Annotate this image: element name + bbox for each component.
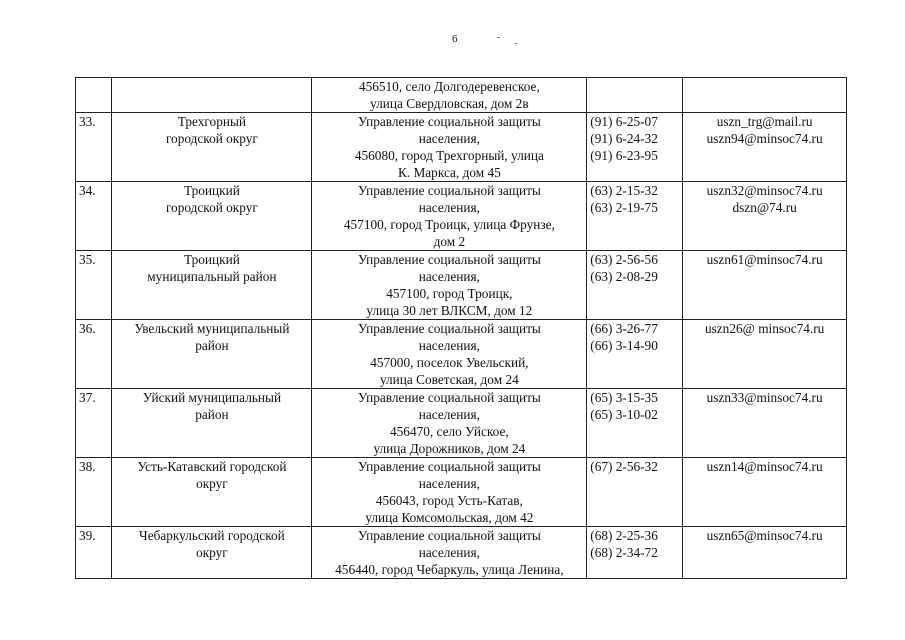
address-cell (312, 320, 587, 389)
row-number: 33. (79, 114, 96, 129)
address-line: улица 30 лет ВЛКСМ, дом 12 (366, 303, 533, 318)
email-address: uszn61@minsoc74.ru (706, 252, 823, 267)
table-row (76, 78, 847, 113)
address-line: 456080, город Трехгорный, улица (354, 148, 544, 163)
district-name-cell (112, 113, 312, 182)
phone-number: (63) 2-08-29 (590, 269, 658, 284)
email-address: uszn33@minsoc74.ru (706, 390, 823, 405)
district-name-line: Уйский муниципальный (142, 390, 282, 405)
email-address: uszn94@minsoc74.ru (706, 131, 823, 146)
address-line: 456470, село Уйское, (390, 424, 509, 439)
address-cell (312, 251, 587, 320)
address-cell (312, 389, 587, 458)
table-row (76, 389, 847, 458)
email-cell (683, 458, 847, 527)
address-line: улица Советская, дом 24 (379, 372, 519, 387)
address-line: Управление социальной защиты (357, 459, 541, 474)
district-name-line: Троицкий (183, 252, 240, 267)
district-name-line: район (195, 407, 229, 422)
phone-number: (63) 2-19-75 (590, 200, 658, 215)
address-line: населения, (418, 269, 480, 284)
table-row (76, 113, 847, 182)
table-row (76, 251, 847, 320)
district-name-cell (112, 320, 312, 389)
email-address: dszn@74.ru (732, 200, 797, 215)
email-address: uszn_trg@mail.ru (716, 114, 813, 129)
address-line: Управление социальной защиты (357, 183, 541, 198)
address-line: населения, (418, 545, 480, 560)
row-number: 36. (79, 321, 96, 336)
row-number: 39. (79, 528, 96, 543)
phone-number: (91) 6-24-32 (590, 131, 658, 146)
district-name-line: округ (196, 476, 228, 491)
address-line: Управление социальной защиты (357, 321, 541, 336)
address-line: населения, (418, 338, 480, 353)
district-name-line: городской округ (165, 200, 258, 215)
address-line: дом 2 (433, 234, 466, 249)
scan-speck (497, 37, 500, 38)
row-number: 37. (79, 390, 96, 405)
district-name-cell (112, 527, 312, 579)
phone-number: (68) 2-25-36 (590, 528, 658, 543)
address-line: Управление социальной защиты (357, 528, 541, 543)
district-name-line: муниципальный район (147, 269, 277, 284)
row-number: 34. (79, 183, 96, 198)
table-row (76, 182, 847, 251)
row-number-cell (76, 389, 112, 458)
district-name-line: округ (196, 545, 228, 560)
email-cell (683, 527, 847, 579)
row-number-cell (76, 113, 112, 182)
table-row (76, 527, 847, 579)
district-name-cell (112, 458, 312, 527)
district-name-cell (112, 78, 312, 113)
phone-cell (587, 320, 683, 389)
address-cell (312, 527, 587, 579)
district-name-line: городской округ (165, 131, 258, 146)
address-line: 456510, село Долгодеревенское, (358, 79, 540, 94)
table-row (76, 458, 847, 527)
address-line: 457100, город Троицк, (386, 286, 513, 301)
email-cell (683, 182, 847, 251)
social-protection-directory-table (75, 77, 847, 579)
email-cell (683, 320, 847, 389)
district-name-line: район (195, 338, 229, 353)
email-cell (683, 78, 847, 113)
email-address: uszn14@minsoc74.ru (706, 459, 823, 474)
district-name-line: Увельский муниципальный (134, 321, 290, 336)
address-line: Управление социальной защиты (357, 252, 541, 267)
phone-number: (65) 3-10-02 (590, 407, 658, 422)
phone-number: (91) 6-23-95 (590, 148, 658, 163)
district-name-cell (112, 182, 312, 251)
district-name-cell (112, 251, 312, 320)
page-number: 6 (452, 33, 458, 45)
phone-cell (587, 458, 683, 527)
row-number-cell (76, 320, 112, 389)
district-name-line: Усть-Катавский городской (137, 459, 287, 474)
phone-number: (67) 2-56-32 (590, 459, 658, 474)
address-line: населения, (418, 131, 480, 146)
row-number-cell (76, 251, 112, 320)
district-name-cell (112, 389, 312, 458)
table-body (76, 78, 847, 579)
address-cell (312, 113, 587, 182)
district-name-line: Троицкий (183, 183, 240, 198)
district-name-line: Трехгорный (177, 114, 247, 129)
address-line: Управление социальной защиты (357, 114, 541, 129)
phone-cell (587, 113, 683, 182)
row-number-cell (76, 78, 112, 113)
address-cell (312, 182, 587, 251)
district-name-line: Чебаркульский городской (139, 528, 285, 543)
address-cell (312, 78, 587, 113)
email-address: uszn26@ minsoc74.ru (704, 321, 825, 336)
row-number: 38. (79, 459, 96, 474)
phone-number: (68) 2-34-72 (590, 545, 658, 560)
phone-number: (66) 3-14-90 (590, 338, 658, 353)
phone-number: (66) 3-26-77 (590, 321, 658, 336)
address-line: 456043, город Усть-Катав, (375, 493, 523, 508)
address-line: К. Маркса, дом 45 (397, 165, 501, 180)
address-cell (312, 458, 587, 527)
phone-number: (63) 2-15-32 (590, 183, 658, 198)
email-cell (683, 389, 847, 458)
table-row (76, 320, 847, 389)
phone-number: (65) 3-15-35 (590, 390, 658, 405)
row-number-cell (76, 458, 112, 527)
scan-speck (515, 43, 517, 44)
phone-cell (587, 527, 683, 579)
email-cell (683, 251, 847, 320)
address-line: Управление социальной защиты (357, 390, 541, 405)
row-number-cell (76, 182, 112, 251)
row-number: 35. (79, 252, 96, 267)
address-line: улица Комсомольская, дом 42 (365, 510, 534, 525)
address-line: населения, (418, 407, 480, 422)
address-line: 457100, город Троицк, улица Фрунзе, (343, 217, 555, 232)
address-line: населения, (418, 200, 480, 215)
address-line: 456440, город Чебаркуль, улица Ленина, (335, 562, 564, 577)
address-line: улица Дорожников, дом 24 (373, 441, 526, 456)
address-line: улица Свердловская, дом 2в (370, 96, 529, 111)
address-line: 457000, поселок Увельский, (370, 355, 529, 370)
email-cell (683, 113, 847, 182)
address-line: населения, (418, 476, 480, 491)
phone-cell (587, 78, 683, 113)
phone-cell (587, 251, 683, 320)
email-address: uszn32@minsoc74.ru (706, 183, 823, 198)
phone-number: (63) 2-56-56 (590, 252, 658, 267)
phone-cell (587, 389, 683, 458)
phone-number: (91) 6-25-07 (590, 114, 658, 129)
email-address: uszn65@minsoc74.ru (706, 528, 823, 543)
row-number-cell (76, 527, 112, 579)
phone-cell (587, 182, 683, 251)
